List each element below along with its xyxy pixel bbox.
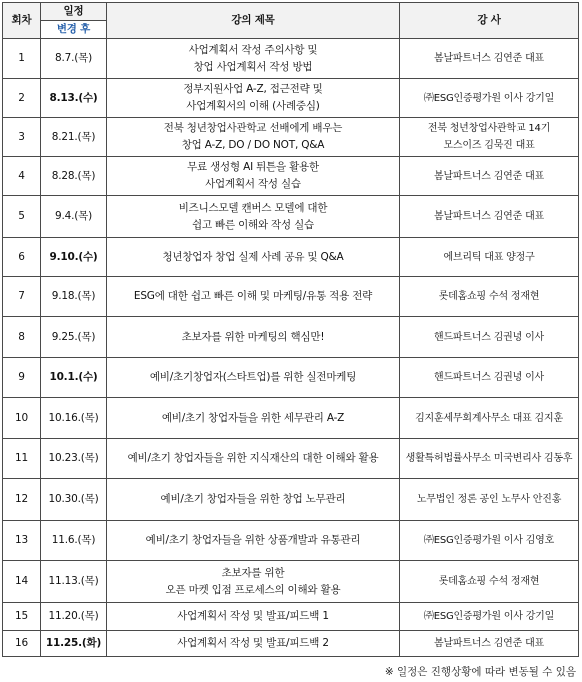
row-number: 2 xyxy=(3,79,41,118)
table-row xyxy=(3,398,579,439)
schedule-rows xyxy=(3,39,579,657)
table-row xyxy=(3,479,579,521)
row-lecturer xyxy=(400,631,579,657)
row-date: 10.1.(수) xyxy=(41,358,107,398)
row-date: 8.28.(목) xyxy=(41,157,107,196)
row-lecturer xyxy=(400,79,579,118)
lecturer-line: 에브리틱 대표 양정구 xyxy=(443,251,535,263)
row-number: 13 xyxy=(3,521,41,561)
row-title xyxy=(107,398,400,439)
row-date: 10.23.(목) xyxy=(41,439,107,479)
row-title xyxy=(107,439,400,479)
lecturer-line: 핸드파트너스 김권녕 이사 xyxy=(433,331,545,343)
header-no: 회차 xyxy=(3,3,41,39)
row-lecturer xyxy=(400,277,579,317)
row-date: 11.20.(목) xyxy=(41,603,107,631)
table-row xyxy=(3,631,579,657)
row-date: 8.13.(수) xyxy=(41,79,107,118)
title-line: 정부지원사업 A-Z, 접근전략 및 xyxy=(183,83,323,95)
lecturer-line: 봄날파트너스 김연준 대표 xyxy=(433,638,545,649)
table-row xyxy=(3,439,579,479)
row-number: 8 xyxy=(3,317,41,358)
title-line: 예비/초기 창업자들을 위한 세무관리 A-Z xyxy=(161,411,345,424)
row-date: 11.6.(목) xyxy=(41,521,107,561)
row-date: 10.16.(목) xyxy=(41,398,107,439)
row-title xyxy=(107,479,400,521)
table-row xyxy=(3,118,579,157)
header-lecturer: 강 사 xyxy=(400,3,579,39)
table-row xyxy=(3,603,579,631)
title-line: 창업 사업계획서 작성 방법 xyxy=(193,60,313,73)
lecturer-line: ㈜ESG인증평가원 이사 김영호 xyxy=(423,535,555,546)
title-line: 예비/초기 창업자들을 위한 지식재산의 대한 이해와 활용 xyxy=(127,452,379,464)
row-lecturer xyxy=(400,479,579,521)
row-lecturer xyxy=(400,238,579,277)
row-number: 7 xyxy=(3,277,41,317)
lecturer-line: 봄날파트너스 김연준 대표 xyxy=(433,211,545,222)
row-title xyxy=(107,79,400,118)
lecturer-line: 김지훈세무회계사무소 대표 김지훈 xyxy=(415,412,563,424)
header-title: 강의 제목 xyxy=(107,3,400,39)
row-number: 10 xyxy=(3,398,41,439)
row-date: 8.21.(목) xyxy=(41,118,107,157)
row-number: 1 xyxy=(3,39,41,79)
row-lecturer xyxy=(400,561,579,603)
title-line: 쉽고 빠른 이해와 작성 실습 xyxy=(192,218,314,231)
lecturer-line: 롯데홈쇼핑 수석 정재현 xyxy=(438,291,540,302)
row-title xyxy=(107,358,400,398)
row-number: 16 xyxy=(3,631,41,657)
row-date: 9.4.(목) xyxy=(41,196,107,238)
row-date: 11.13.(목) xyxy=(41,561,107,603)
table-row xyxy=(3,358,579,398)
row-date: 9.25.(목) xyxy=(41,317,107,358)
title-line: 청년창업자 창업 실제 사례 공유 및 Q&A xyxy=(162,250,344,263)
header-schedule-sub: 변경 후 xyxy=(41,21,107,39)
title-line: 초보자를 위한 xyxy=(221,566,285,579)
lecturer-line: 노무법인 정론 공인 노무사 안진홍 xyxy=(416,494,562,505)
row-date: 11.25.(화) xyxy=(41,631,107,657)
row-lecturer xyxy=(400,521,579,561)
lecturer-line: ㈜ESG인증평가원 이사 강기일 xyxy=(423,92,555,104)
row-date: 10.30.(목) xyxy=(41,479,107,521)
title-line: 사업계획서 작성 실습 xyxy=(205,178,301,190)
footnote: ※ 일정은 진행상황에 따라 변동될 수 있음 xyxy=(384,666,576,678)
title-line: 전북 청년창업사관학교 선배에게 배우는 xyxy=(163,122,343,134)
table-row xyxy=(3,277,579,317)
row-number: 14 xyxy=(3,561,41,603)
row-lecturer xyxy=(400,398,579,439)
lecturer-line: 모스이즈 김묵진 대표 xyxy=(443,140,535,151)
header-schedule: 일정 xyxy=(41,3,107,21)
title-line: 사업계획서 작성 및 발표/피드백 2 xyxy=(177,637,329,649)
title-line: 초보자를 위한 마케팅의 핵심만! xyxy=(181,330,325,343)
lecturer-line: 핸드파트너스 김권녕 이사 xyxy=(433,372,545,383)
row-title xyxy=(107,118,400,157)
row-title xyxy=(107,521,400,561)
row-number: 11 xyxy=(3,439,41,479)
row-date: 9.18.(목) xyxy=(41,277,107,317)
lecturer-line: 전북 청년창업사관학교 14기 xyxy=(427,123,551,134)
lecturer-line: ㈜ESG인증평가원 이사 강기일 xyxy=(423,611,555,622)
table-row xyxy=(3,317,579,358)
title-line: 무료 생성형 AI 튀튼을 활용한 xyxy=(187,161,319,173)
row-number: 3 xyxy=(3,118,41,157)
title-line: 창업 A-Z, DO / DO NOT, Q&A xyxy=(181,139,325,151)
row-lecturer xyxy=(400,603,579,631)
row-title xyxy=(107,238,400,277)
row-title xyxy=(107,631,400,657)
row-lecturer xyxy=(400,157,579,196)
row-date: 9.10.(수) xyxy=(41,238,107,277)
row-number: 5 xyxy=(3,196,41,238)
row-title xyxy=(107,561,400,603)
row-title xyxy=(107,196,400,238)
row-title xyxy=(107,157,400,196)
table-row xyxy=(3,238,579,277)
table-row xyxy=(3,79,579,118)
lecturer-line: 봄날파트너스 김연준 대표 xyxy=(433,170,545,182)
title-line: 예비/초기 창업자들을 위한 상품개발과 유통관리 xyxy=(145,534,361,546)
row-lecturer xyxy=(400,196,579,238)
title-line: 비즈니스모델 캔버스 모델에 대한 xyxy=(178,201,328,214)
table-row xyxy=(3,521,579,561)
lecturer-line: 생활특허법률사무소 미국변리사 김동후 xyxy=(405,453,573,464)
row-title xyxy=(107,603,400,631)
row-number: 15 xyxy=(3,603,41,631)
row-title xyxy=(107,277,400,317)
row-title xyxy=(107,39,400,79)
row-date: 8.7.(목) xyxy=(41,39,107,79)
lecturer-line: 봄날파트너스 김연준 대표 xyxy=(433,53,545,64)
row-lecturer xyxy=(400,317,579,358)
table-row xyxy=(3,196,579,238)
schedule-sheet xyxy=(2,2,578,657)
row-number: 9 xyxy=(3,358,41,398)
lecturer-line: 롯데홈쇼핑 수석 정재현 xyxy=(438,576,540,587)
title-line: 사업계획서의 이해 (사례중심) xyxy=(186,100,320,112)
title-line: 사업계획서 작성 주의사항 및 xyxy=(188,43,318,56)
table-row xyxy=(3,561,579,603)
table-row xyxy=(3,39,579,79)
row-title xyxy=(107,317,400,358)
title-line: 예비/초기창업자(스타트업)를 위한 실전마케팅 xyxy=(149,371,357,383)
title-line: 예비/초기 창업자들을 위한 창업 노무관리 xyxy=(160,493,346,505)
lecture-schedule-table xyxy=(2,2,579,657)
row-number: 12 xyxy=(3,479,41,521)
title-line: 사업계획서 작성 및 발표/피드백 1 xyxy=(177,610,329,622)
row-number: 4 xyxy=(3,157,41,196)
row-lecturer xyxy=(400,358,579,398)
row-number: 6 xyxy=(3,238,41,277)
title-line: ESG에 대한 쉽고 빠른 이해 및 마케팅/유통 적용 전략 xyxy=(133,290,373,302)
table-row xyxy=(3,157,579,196)
row-lecturer xyxy=(400,39,579,79)
row-lecturer xyxy=(400,439,579,479)
row-lecturer xyxy=(400,118,579,157)
title-line: 오픈 마켓 입점 프로세스의 이해와 활용 xyxy=(165,583,341,596)
